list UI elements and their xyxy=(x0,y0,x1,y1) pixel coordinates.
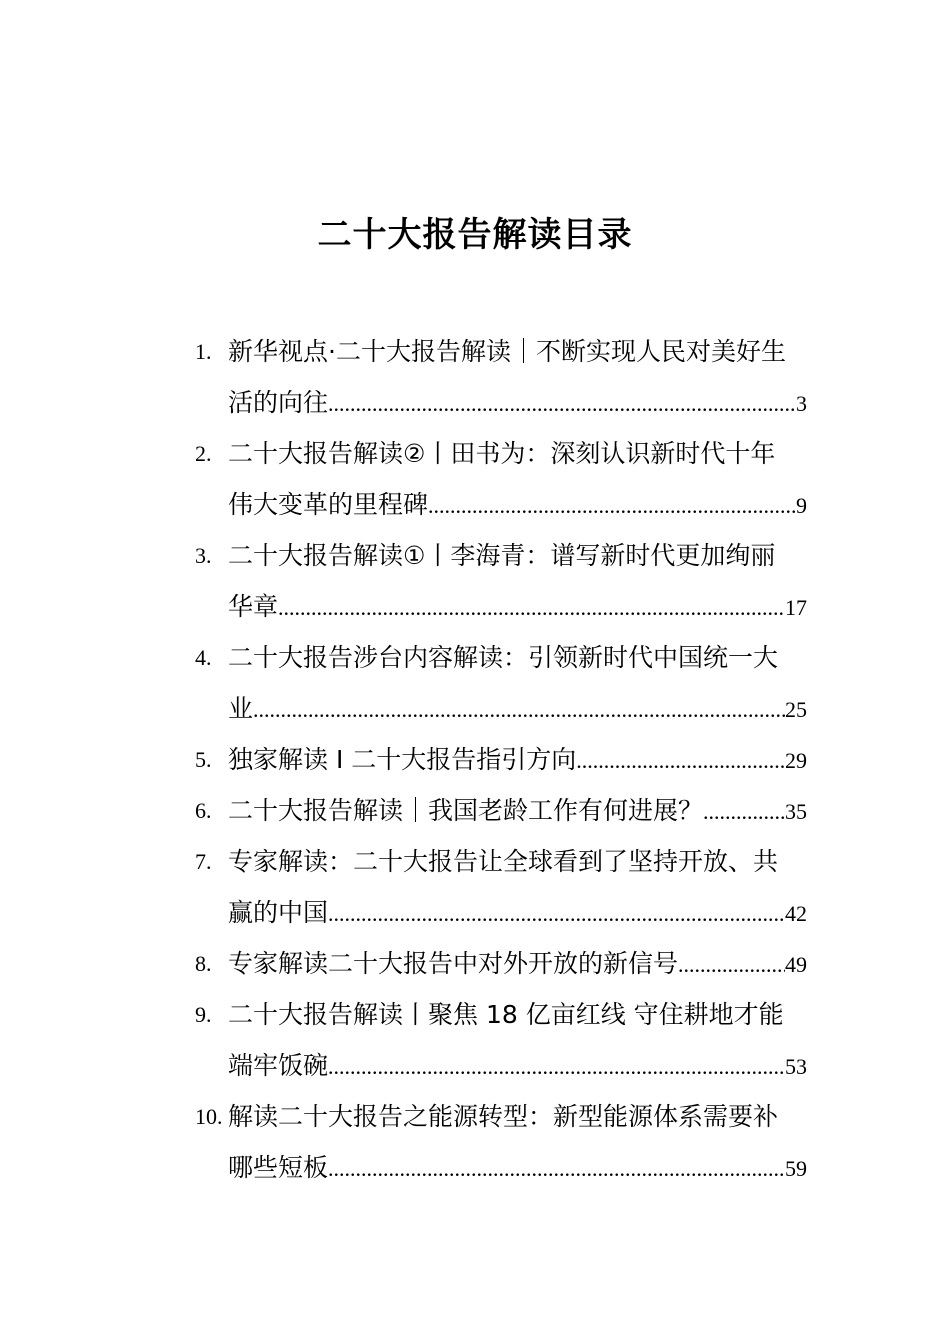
toc-number: 3. xyxy=(195,543,212,568)
toc-number: 10. xyxy=(195,1104,223,1129)
toc-text: 华章 xyxy=(228,592,279,621)
toc-text: 活的向往 xyxy=(228,388,329,417)
toc-text: 二十大报告解读①丨李海青：谱写新时代更加绚丽 xyxy=(228,541,776,570)
toc-line xyxy=(195,887,807,938)
toc-text: 独家解读 I 二十大报告指引方向 xyxy=(228,745,577,774)
toc-line xyxy=(195,377,807,428)
toc-line xyxy=(195,1040,807,1091)
toc-number: 6. xyxy=(195,798,212,823)
toc-text: 二十大报告解读②丨田书为：深刻认识新时代十年 xyxy=(228,439,776,468)
toc-entry[interactable] xyxy=(195,989,807,1091)
toc-line xyxy=(195,479,807,530)
page-number: 35 xyxy=(785,799,807,824)
dot-leader xyxy=(328,378,796,428)
page-number: 17 xyxy=(785,595,807,620)
toc-entry[interactable] xyxy=(195,530,807,632)
toc-number: 5. xyxy=(195,747,212,772)
page-number: 9 xyxy=(796,493,807,518)
page-number: 29 xyxy=(785,748,807,773)
toc-line xyxy=(195,530,807,581)
toc-line xyxy=(195,989,807,1040)
toc-line xyxy=(195,938,807,989)
toc-text: 赢的中国 xyxy=(228,898,329,927)
toc-line xyxy=(195,836,807,887)
page-number: 59 xyxy=(785,1156,807,1181)
toc-text: 端牢饭碗 xyxy=(228,1051,329,1080)
dot-leader xyxy=(253,684,785,734)
toc-line xyxy=(195,734,807,785)
toc-number: 7. xyxy=(195,849,212,874)
toc-number: 2. xyxy=(195,441,212,466)
toc-text: 二十大报告解读｜我国老龄工作有何进展？ xyxy=(228,796,704,825)
toc-line xyxy=(195,1091,807,1142)
toc-number: 4. xyxy=(195,645,212,670)
dot-leader xyxy=(278,582,785,632)
toc-text: 专家解读：二十大报告让全球看到了坚持开放、共 xyxy=(228,847,779,876)
toc-text: 解读二十大报告之能源转型：新型能源体系需要补 xyxy=(228,1102,779,1131)
toc-line xyxy=(195,785,807,836)
toc-line xyxy=(195,428,807,479)
toc-entry[interactable] xyxy=(195,326,807,428)
toc-text: 哪些短板 xyxy=(228,1153,329,1182)
toc-entry[interactable] xyxy=(195,938,807,989)
toc-entry[interactable] xyxy=(195,632,807,734)
toc-entry[interactable] xyxy=(195,734,807,785)
page-number: 49 xyxy=(785,952,807,977)
dot-leader xyxy=(576,735,785,785)
toc-line xyxy=(195,632,807,683)
page-number: 53 xyxy=(785,1054,807,1079)
toc-entry[interactable] xyxy=(195,785,807,836)
toc-number: 9. xyxy=(195,1002,212,1027)
page-number: 42 xyxy=(785,901,807,926)
dot-leader xyxy=(678,939,785,989)
page-title: 二十大报告解读目录 xyxy=(317,215,633,255)
toc-text: 新华视点·二十大报告解读｜不断实现人民对美好生 xyxy=(228,337,786,366)
toc-number: 8. xyxy=(195,951,212,976)
dot-leader xyxy=(328,1041,785,1091)
dot-leader xyxy=(703,786,785,836)
dot-leader xyxy=(328,888,785,938)
toc-text: 专家解读二十大报告中对外开放的新信号 xyxy=(228,949,679,978)
dot-leader xyxy=(428,480,796,530)
toc-text: 二十大报告涉台内容解读：引领新时代中国统一大 xyxy=(228,643,779,672)
toc-entry[interactable] xyxy=(195,1091,807,1193)
toc-text: 伟大变革的里程碑 xyxy=(228,490,429,519)
dot-leader xyxy=(328,1143,785,1193)
toc-entry[interactable] xyxy=(195,836,807,938)
toc-text: 二十大报告解读丨聚焦 18 亿亩红线 守住耕地才能 xyxy=(228,1000,784,1029)
toc-line xyxy=(195,1142,807,1193)
toc-line xyxy=(195,581,807,632)
toc-number: 1. xyxy=(195,339,212,364)
page-number: 3 xyxy=(796,391,807,416)
toc-line xyxy=(195,326,807,377)
toc-text: 业 xyxy=(228,694,254,723)
toc-entry[interactable] xyxy=(195,428,807,530)
toc-line xyxy=(195,683,807,734)
page-number: 25 xyxy=(785,697,807,722)
table-of-contents xyxy=(195,326,807,1193)
